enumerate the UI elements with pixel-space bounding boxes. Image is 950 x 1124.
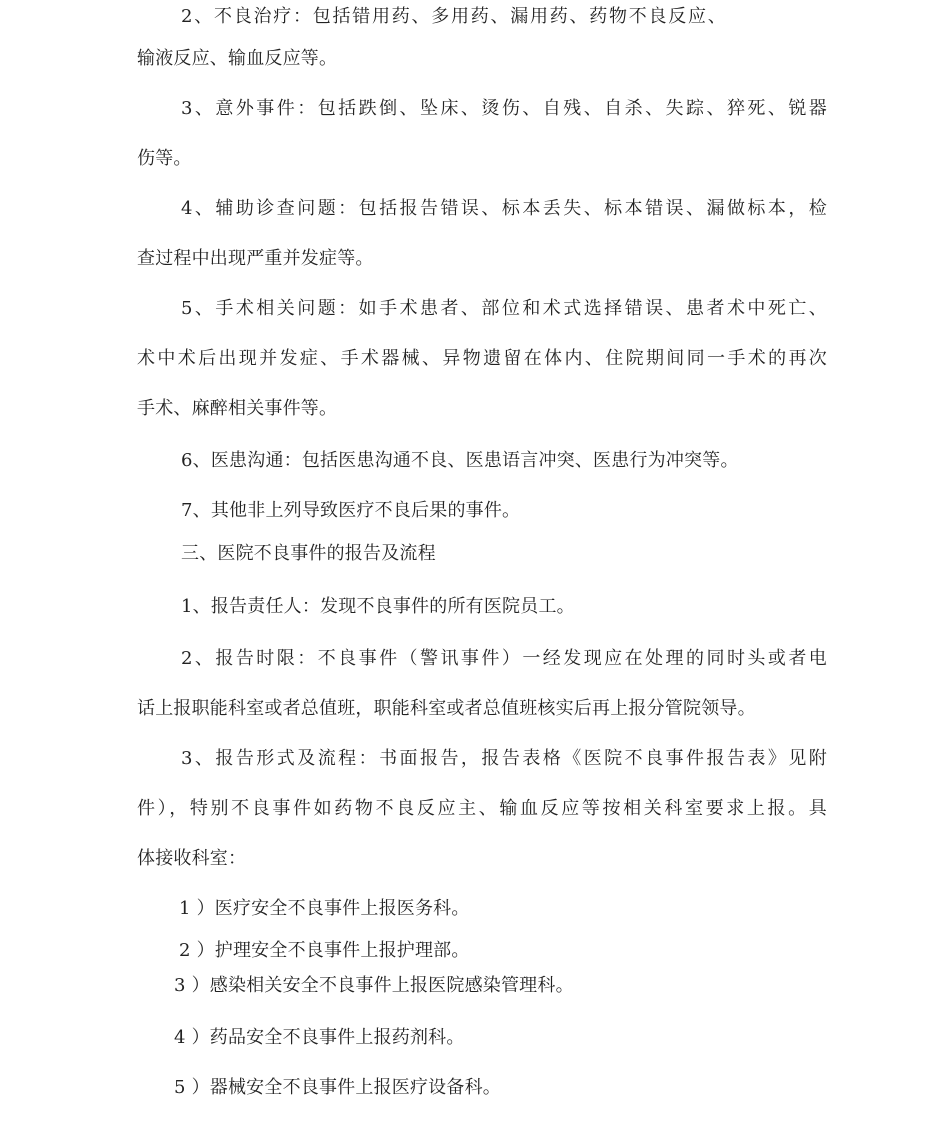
paragraph-line: 件），特别不良事件如药物不良反应主、输血反应等按相关科室要求上报。具 <box>137 798 827 819</box>
section-heading: 三、医院不良事件的报告及流程 <box>181 543 436 564</box>
list-item: 2 ）护理安全不良事件上报护理部。 <box>179 940 470 961</box>
paragraph-line: 3、报告形式及流程：书面报告，报告表格《医院不良事件报告表》见附 <box>181 748 827 769</box>
paragraph-line: 7、其他非上列导致医疗不良后果的事件。 <box>181 500 521 521</box>
paragraph-line: 2、不良治疗：包括错用药、多用药、漏用药、药物不良反应、 <box>181 6 726 27</box>
list-item: 5 ）器械安全不良事件上报医疗设备科。 <box>174 1077 501 1098</box>
paragraph-line: 话上报职能科室或者总值班，职能科室或者总值班核实后再上报分管院领导。 <box>137 698 756 719</box>
paragraph-line: 输液反应、输血反应等。 <box>137 48 338 69</box>
list-item: 1 ）医疗安全不良事件上报医务科。 <box>179 898 470 919</box>
paragraph-line: 查过程中出现严重并发症等。 <box>137 248 374 269</box>
paragraph-line: 手术、麻醉相关事件等。 <box>137 398 338 419</box>
paragraph-line: 4、辅助诊查问题：包括报告错误、标本丢失、标本错误、漏做标本，检 <box>181 198 827 219</box>
paragraph-line: 1、报告责任人：发现不良事件的所有医院员工。 <box>181 596 575 617</box>
paragraph-line: 3、意外事件：包括跌倒、坠床、烫伤、自残、自杀、失踪、猝死、锐器 <box>181 98 827 119</box>
paragraph-line: 术中术后出现并发症、手术器械、异物遗留在体内、住院期间同一手术的再次 <box>137 348 827 369</box>
paragraph-line: 2、报告时限：不良事件（警讯事件）一经发现应在处理的同时头或者电 <box>181 648 827 669</box>
list-item: 4 ）药品安全不良事件上报药剂科。 <box>174 1027 465 1048</box>
paragraph-line: 5、手术相关问题：如手术患者、部位和术式选择错误、患者术中死亡、 <box>181 298 827 319</box>
paragraph-line: 6、医患沟通：包括医患沟通不良、医患语言冲突、医患行为冲突等。 <box>181 450 739 471</box>
paragraph-line: 体接收科室： <box>137 848 247 869</box>
paragraph-line: 伤等。 <box>137 148 192 169</box>
list-item: 3 ）感染相关安全不良事件上报医院感染管理科。 <box>174 975 574 996</box>
